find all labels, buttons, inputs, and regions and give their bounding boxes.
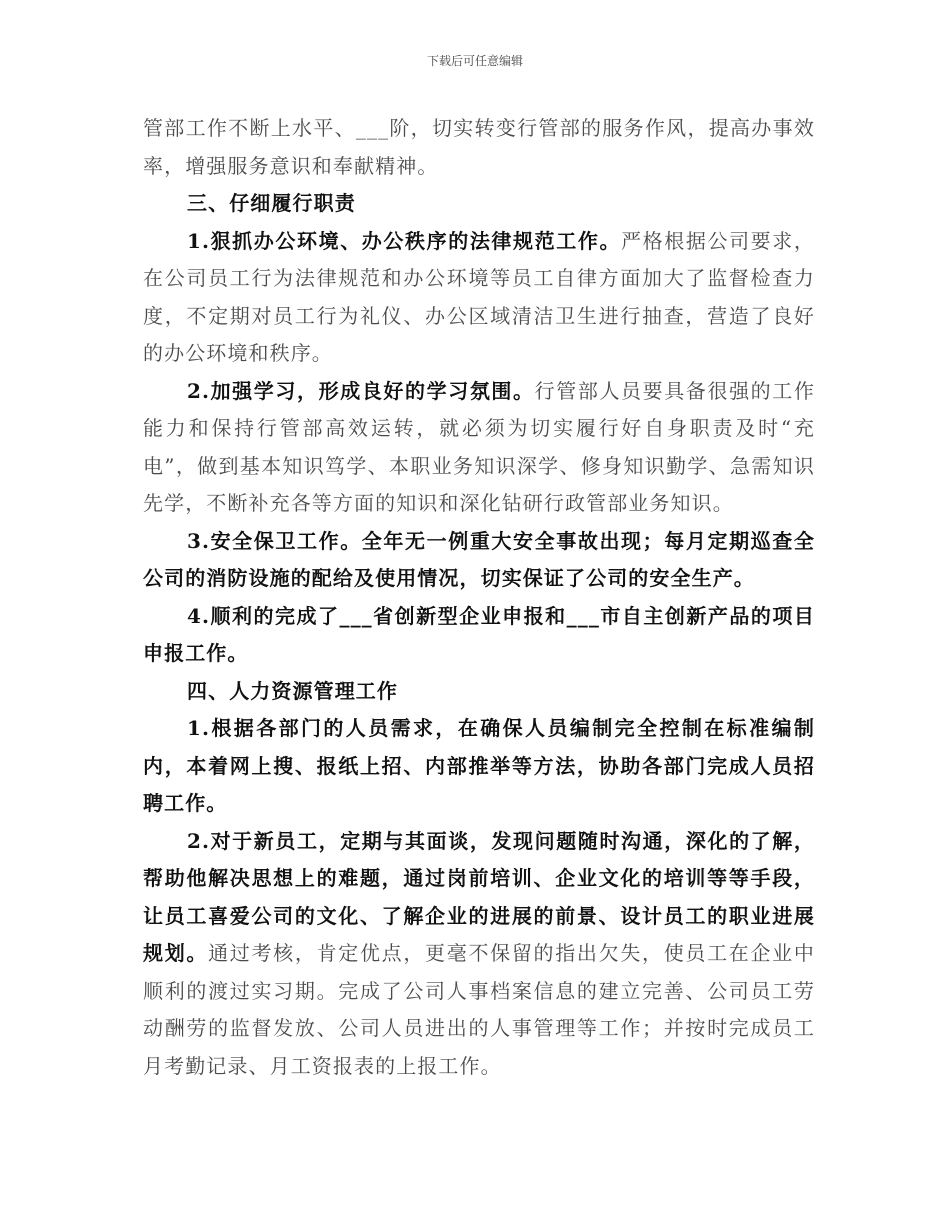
paragraph-text: 通过考核，肯定优点，更毫不保留的指出欠失，使员工在企业中顺利的渡过实习期。完成了公司人事档案信息的建立完善、公司员工劳动酬劳的监督发放、公司人员进出的人事管理等工作；并按时完成员工月考勤记录、月工资报表的上报工作。 (143, 941, 815, 1078)
paragraph-text: 管部工作不断上水平、___阶，切实转变行管部的服务作风，提高办事效率，增强服务意识和奉献精神。 (143, 116, 815, 178)
paragraph-innovation-application (143, 598, 815, 673)
paragraph-bold-text: 1.根据各部门的人员需求，在确保人员编制完全控制在标准编制内，本着网上搜、报纸上招、内部推举等方法，协助各部门完成人员招聘工作。 (143, 716, 815, 815)
paragraph-bold-text: 4.顺利的完成了___省创新型企业申报和___市自主创新产品的项目申报工作。 (143, 603, 815, 665)
paragraph-office-environment (143, 223, 815, 373)
page-header: 下载后可任意编辑 (426, 54, 523, 68)
paragraph-learning (143, 373, 815, 523)
paragraph-continuation (143, 110, 815, 185)
paragraph-security (143, 523, 815, 598)
section-heading-3 (143, 185, 815, 223)
paragraph-bold-text: 1.狠抓办公环境、办公秩序的法律规范工作。 (187, 228, 622, 253)
section-heading-text: 三、仔细履行职责 (187, 191, 356, 215)
paragraph-bold-text: 2.加强学习，形成良好的学习氛围。 (187, 378, 535, 403)
document-body (143, 110, 815, 1085)
paragraph-bold-text: 2.对于新员工，定期与其面谈，发现问题随时沟通，深化的了解，帮助他解决思想上的难题，通过岗前培训、企业文化的培训等等手段，让员工喜爱公司的文化、了解企业的进展的前景、设计员工的职业进展规划。 (143, 828, 815, 965)
paragraph-text: 行管部人员要具备很强的工作能力和保持行管部高效运转，就必须为切实履行好自身职责及时“充电”，做到基本知识笃学、本职业务知识深学、修身知识勤学、急需知识先学，不断补充各等方面的知识和深化钻研行政管部业务知识。 (143, 378, 815, 515)
section-heading-text: 四、人力资源管理工作 (187, 678, 398, 703)
section-heading-4 (143, 673, 815, 711)
paragraph-new-employees (143, 823, 815, 1086)
paragraph-text: 严格根据公司要求，在公司员工行为法律规范和办公环境等员工自律方面加大了监督检查力度，不定期对员工行为礼仪、办公区域清洁卫生进行抽查，营造了良好的办公环境和秩序。 (143, 228, 815, 365)
paragraph-bold-text: 3.安全保卫工作。全年无一例重大安全事故出现；每月定期巡查全公司的消防设施的配给及使用情况，切实保证了公司的安全生产。 (143, 528, 815, 590)
paragraph-recruitment (143, 710, 815, 823)
